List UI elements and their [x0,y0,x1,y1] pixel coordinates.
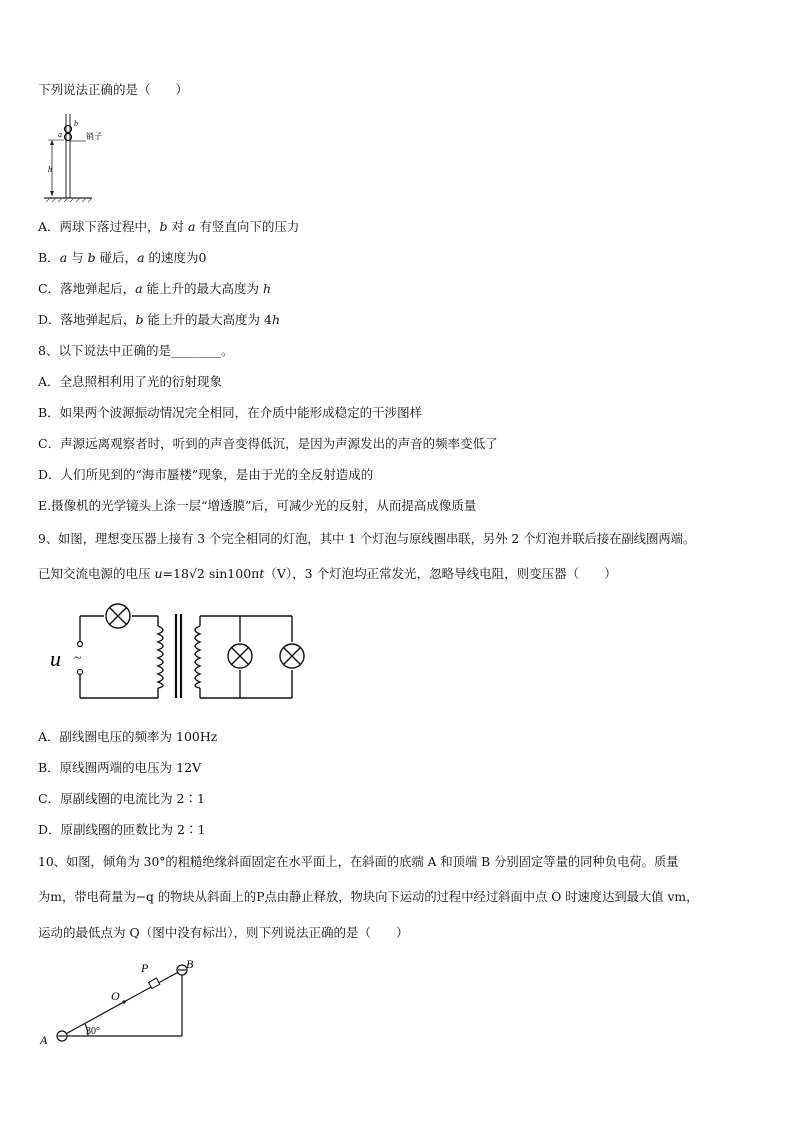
label-h: h [48,165,52,174]
label-pin: 销子 [86,132,102,141]
q7-option-d: D．落地弹起后，b 能上升的最大高度为 4h [38,312,281,327]
q9-stem-line1: 9、如图，理想变压器上接有 3 个完全相同的灯泡，其中 1 个灯泡与原线圈串联，另外 2 个灯泡并联后接在副线圈两端。 [38,532,696,546]
q9-option-b: B．原线圈两端的电压为 12V [38,760,202,775]
lamp-primary [106,604,130,628]
charge-a [57,1031,67,1041]
q10-stem-line3: 运动的最低点为 Q（图中没有标出），则下列说法正确的是（ ） [38,925,409,940]
q8-option-a: A．全息照相利用了光的衍射现象 [38,374,223,389]
q8-stem: 8、以下说法中正确的是________。 [38,343,234,358]
label-ac-symbol: ~ [74,651,82,666]
q9-circuit-figure [44,596,314,708]
q7-stem: 下列说法正确的是（ ） [38,82,189,97]
label-a: A [40,1033,48,1047]
q8-option-b: B．如果两个波源振动情况完全相同，在介质中能形成稳定的干涉图样 [38,405,423,420]
lamp-secondary-2 [280,644,304,668]
label-p: P [141,961,149,975]
q9-stem-line2: 已知交流电源的电压 u=18√2 sin100πt（V），3 个灯泡均正常发光，忽略导线电阻，则变压器（ ） [38,566,617,581]
q10-incline-figure [36,958,216,1050]
source-terminal-bottom [78,670,83,675]
q7-figure [40,112,120,204]
q9-option-a: A．副线圈电压的频率为 100Hz [38,729,218,744]
q7-option-c: C．落地弹起后，a 能上升的最大高度为 h [38,281,272,296]
q8-option-e: E.摄像机的光学镜头上涂一层“增透膜”后，可减少光的反射，从而提高成像质量 [38,498,477,513]
point-o [122,1000,125,1003]
q8-option-c: C．声源远离观察者时，听到的声音变得低沉，是因为声源发出的声音的频率变低了 [38,436,498,451]
label-b: b [74,119,78,128]
q10-stem-line1: 10、如图，倾角为 30°的粗糙绝缘斜面固定在水平面上，在斜面的底端 A 和顶端 B 分别固定等量的同种负电荷。质量 [38,855,679,869]
label-b: B [186,958,194,971]
q9-option-d: D．原副线圈的匝数比为 2∶1 [38,822,206,837]
q7-option-b: B．a 与 b 碰后，a 的速度为0 [38,250,207,265]
label-a: a [58,130,62,139]
q8-option-d: D．人们所见到的“海市蜃楼”现象，是由于光的全反射造成的 [38,467,374,482]
q7-option-a: A．两球下落过程中，b 对 a 有竖直向下的压力 [38,219,300,234]
lamp-secondary-1 [228,644,252,668]
source-terminal-top [78,642,83,647]
label-u: u [50,646,61,671]
label-angle: 30° [86,1026,100,1037]
q10-stem-line2: 为m，带电荷量为−q 的物块从斜面上的P点由静止释放，物块向下运动的过程中经过斜面中点 O 时速度达到最大值 vm， [38,890,699,904]
label-o: O [111,989,120,1003]
q9-option-c: C．原副线圈的电流比为 2∶1 [38,791,205,806]
